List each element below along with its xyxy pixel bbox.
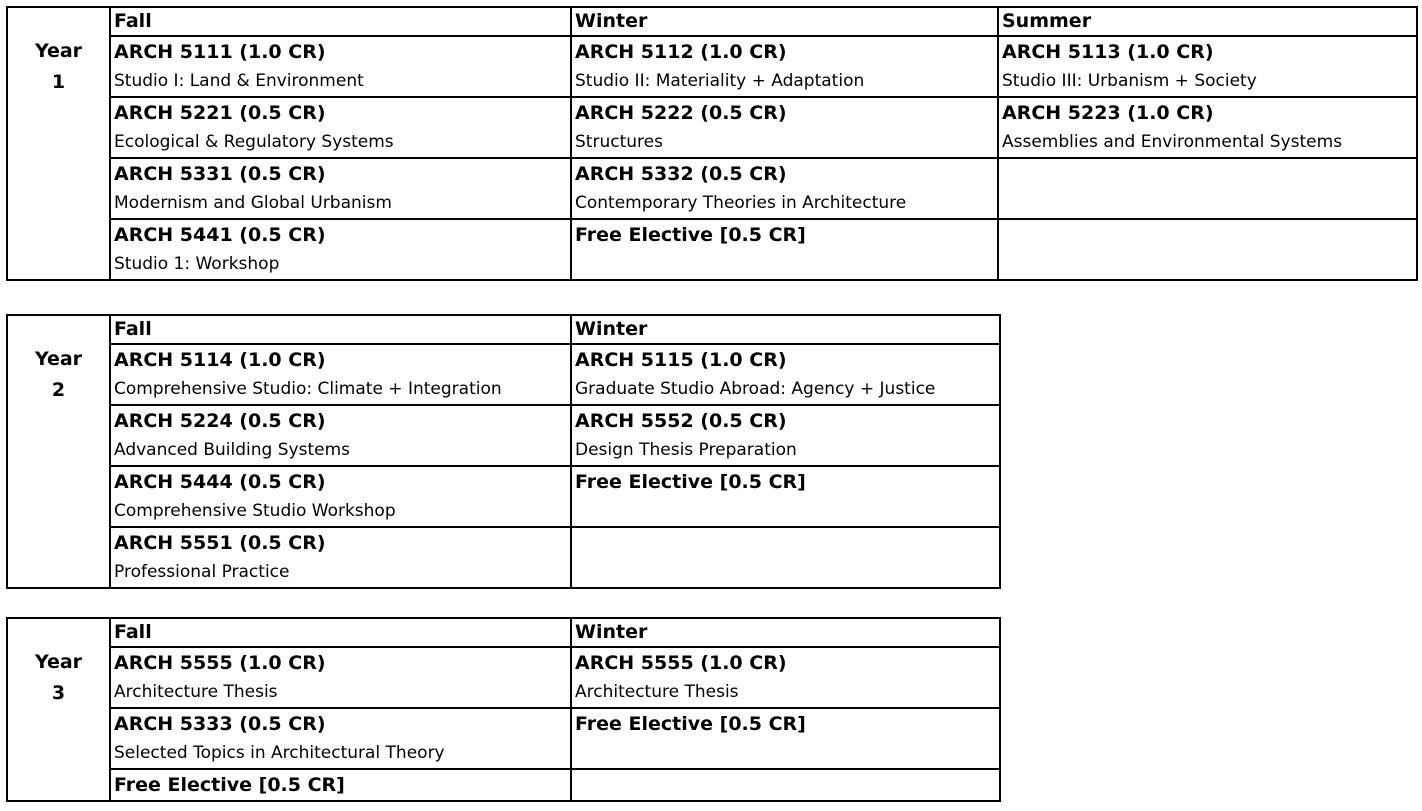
course-cell bbox=[110, 344, 571, 405]
course-code: ARCH 5551 (0.5 CR) bbox=[114, 532, 326, 554]
course-title: Architecture Thesis bbox=[575, 682, 739, 702]
year-3-table bbox=[6, 617, 1001, 802]
elective-label: Free Elective [0.5 CR] bbox=[575, 713, 806, 735]
course-cell bbox=[110, 219, 571, 280]
elective-label: Free Elective [0.5 CR] bbox=[575, 471, 806, 493]
course-cell bbox=[110, 708, 571, 769]
table-row bbox=[7, 647, 1000, 708]
table-row bbox=[7, 708, 1000, 769]
year-number: 1 bbox=[51, 71, 66, 93]
course-code: ARCH 5331 (0.5 CR) bbox=[114, 163, 326, 185]
course-title: Architecture Thesis bbox=[114, 682, 278, 702]
course-title: Studio II: Materiality + Adaptation bbox=[575, 71, 865, 91]
year-label: Year bbox=[34, 651, 83, 673]
course-code: ARCH 5555 (1.0 CR) bbox=[114, 652, 326, 674]
course-title: Studio I: Land & Environment bbox=[114, 71, 364, 91]
course-code: ARCH 5112 (1.0 CR) bbox=[575, 41, 787, 63]
course-cell bbox=[110, 36, 571, 97]
elective-label: Free Elective [0.5 CR] bbox=[575, 224, 806, 246]
course-title: Selected Topics in Architectural Theory bbox=[114, 743, 445, 763]
table-row bbox=[7, 158, 1417, 219]
course-code: ARCH 5114 (1.0 CR) bbox=[114, 349, 326, 371]
table-row bbox=[7, 769, 1000, 801]
course-cell bbox=[110, 647, 571, 708]
course-code: ARCH 5332 (0.5 CR) bbox=[575, 163, 787, 185]
table-row bbox=[7, 97, 1417, 158]
course-title: Comprehensive Studio: Climate + Integration bbox=[114, 379, 502, 399]
course-cell bbox=[110, 527, 571, 588]
year-2-table bbox=[6, 314, 1001, 589]
course-cell bbox=[571, 36, 998, 97]
year-label: Year bbox=[34, 40, 83, 62]
course-code: ARCH 5115 (1.0 CR) bbox=[575, 349, 787, 371]
semester-header-fall: Fall bbox=[110, 315, 571, 344]
empty-cell bbox=[998, 219, 1417, 280]
table-row bbox=[7, 466, 1000, 527]
course-code: ARCH 5224 (0.5 CR) bbox=[114, 410, 326, 432]
semester-header-winter: Winter bbox=[571, 7, 998, 36]
semester-header-winter: Winter bbox=[571, 618, 1000, 647]
year-1-table bbox=[6, 6, 1418, 281]
course-cell bbox=[571, 158, 998, 219]
course-title: Professional Practice bbox=[114, 562, 290, 582]
year-2-label bbox=[7, 315, 110, 588]
semester-header-winter: Winter bbox=[571, 315, 1000, 344]
table-row bbox=[7, 36, 1417, 97]
semester-header-fall: Fall bbox=[110, 7, 571, 36]
course-title: Assemblies and Environmental Systems bbox=[1002, 132, 1343, 152]
empty-cell bbox=[571, 769, 1000, 801]
course-title: Studio 1: Workshop bbox=[114, 254, 280, 274]
year-1-label bbox=[7, 7, 110, 280]
table-row bbox=[7, 527, 1000, 588]
course-title: Graduate Studio Abroad: Agency + Justice bbox=[575, 379, 936, 399]
course-code: ARCH 5221 (0.5 CR) bbox=[114, 102, 326, 124]
course-code: ARCH 5111 (1.0 CR) bbox=[114, 41, 326, 63]
course-code: ARCH 5441 (0.5 CR) bbox=[114, 224, 326, 246]
course-title: Contemporary Theories in Architecture bbox=[575, 193, 907, 213]
course-code: ARCH 5113 (1.0 CR) bbox=[1002, 41, 1214, 63]
table-row bbox=[7, 405, 1000, 466]
year-number: 3 bbox=[51, 682, 66, 704]
course-cell bbox=[571, 219, 998, 280]
course-cell bbox=[110, 405, 571, 466]
course-title: Design Thesis Preparation bbox=[575, 440, 797, 460]
semester-header-fall: Fall bbox=[110, 618, 571, 647]
course-title: Ecological & Regulatory Systems bbox=[114, 132, 394, 152]
course-cell bbox=[571, 405, 1000, 466]
course-cell bbox=[110, 466, 571, 527]
elective-label: Free Elective [0.5 CR] bbox=[114, 774, 345, 796]
course-cell bbox=[571, 466, 1000, 527]
course-cell bbox=[998, 97, 1417, 158]
course-code: ARCH 5222 (0.5 CR) bbox=[575, 102, 787, 124]
course-cell bbox=[998, 36, 1417, 97]
empty-cell bbox=[571, 527, 1000, 588]
course-cell bbox=[571, 97, 998, 158]
year-label: Year bbox=[34, 348, 83, 370]
course-title: Advanced Building Systems bbox=[114, 440, 350, 460]
course-cell bbox=[110, 158, 571, 219]
course-title: Studio III: Urbanism + Society bbox=[1002, 71, 1257, 91]
course-cell bbox=[571, 708, 1000, 769]
course-cell bbox=[110, 769, 571, 801]
table-row bbox=[7, 344, 1000, 405]
empty-cell bbox=[998, 158, 1417, 219]
year-number: 2 bbox=[51, 379, 66, 401]
course-code: ARCH 5223 (1.0 CR) bbox=[1002, 102, 1214, 124]
semester-header-summer: Summer bbox=[998, 7, 1417, 36]
course-cell bbox=[571, 344, 1000, 405]
course-code: ARCH 5333 (0.5 CR) bbox=[114, 713, 326, 735]
course-cell bbox=[110, 97, 571, 158]
table-row bbox=[7, 219, 1417, 280]
course-title: Structures bbox=[575, 132, 663, 152]
year-3-label bbox=[7, 618, 110, 801]
course-title: Comprehensive Studio Workshop bbox=[114, 501, 396, 521]
course-code: ARCH 5555 (1.0 CR) bbox=[575, 652, 787, 674]
course-cell bbox=[571, 647, 1000, 708]
course-code: ARCH 5552 (0.5 CR) bbox=[575, 410, 787, 432]
course-code: ARCH 5444 (0.5 CR) bbox=[114, 471, 326, 493]
course-title: Modernism and Global Urbanism bbox=[114, 193, 392, 213]
